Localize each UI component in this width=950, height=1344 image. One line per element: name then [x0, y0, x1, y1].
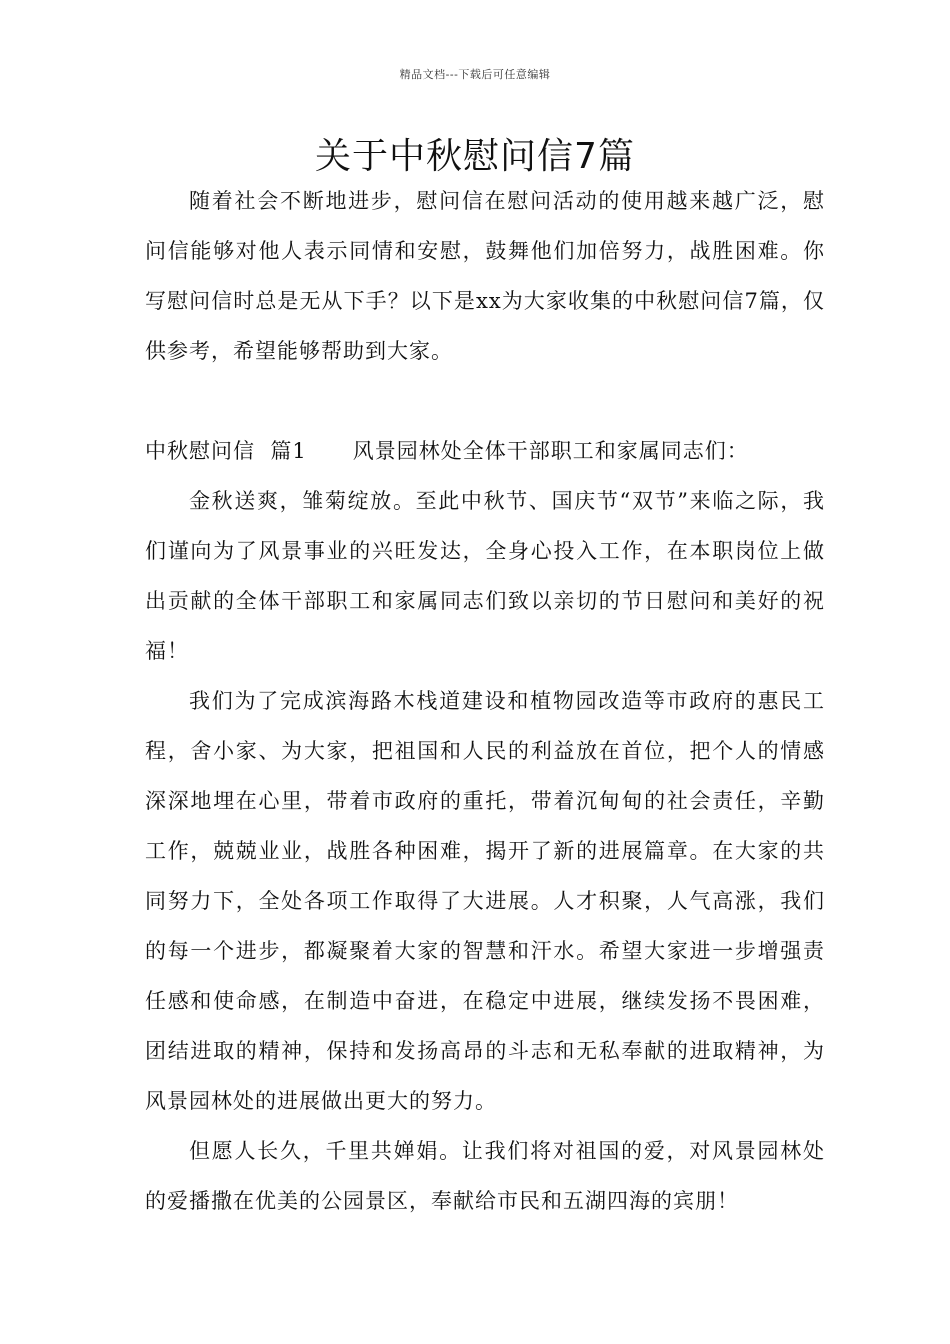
letter-1-section [145, 426, 825, 1226]
letter-1-heading: 中秋慰问信 篇1 [145, 439, 307, 463]
intro-section [145, 176, 825, 376]
letter-1-paragraph: 金秋送爽，雏菊绽放。至此中秋节、国庆节“双节”来临之际，我们谨向为了风景事业的兴旺发达，全身心投入工作，在本职岗位上做出贡献的全体干部职工和家属同志们致以亲切的节日慰问和美好的祝福！ [145, 489, 825, 663]
letter-1-paragraph: 我们为了完成滨海路木栈道建设和植物园改造等市政府的惠民工程，舍小家、为大家，把祖国和人民的利益放在首位，把个人的情感深深地埋在心里，带着市政府的重托，带着沉甸甸的社会责任，辛勤工作，兢兢业业，战胜各种困难，揭开了新的进展篇章。在大家的共同努力下，全处各项工作取得了大进展。人才积聚，人气高涨，我们的每一个进步，都凝聚着大家的智慧和汗水。希望大家进一步增强责任感和使命感，在制造中奋进，在稳定中进展，继续发扬不畏困难，团结进取的精神，保持和发扬高昂的斗志和无私奉献的进取精神，为风景园林处的进展做出更大的努力。 [145, 689, 825, 1113]
header-note: 精品文档---下载后可任意编辑 [399, 68, 551, 81]
letter-1-heading-line [145, 426, 825, 476]
document-title: 关于中秋慰问信7篇 [315, 136, 635, 177]
letter-1-salutation: 风景园林处全体干部职工和家属同志们： [352, 439, 749, 463]
letter-1-paragraph: 但愿人长久，千里共婵娟。让我们将对祖国的爱，对风景园林处的爱播撒在优美的公园景区，奉献给市民和五湖四海的宾朋！ [145, 1139, 825, 1213]
intro-paragraph: 随着社会不断地进步，慰问信在慰问活动的使用越来越广泛，慰问信能够对他人表示同情和安慰，鼓舞他们加倍努力，战胜困难。你写慰问信时总是无从下手？以下是xx为大家收集的中秋慰问信7篇，仅供参考，希望能够帮助到大家。 [145, 189, 825, 363]
